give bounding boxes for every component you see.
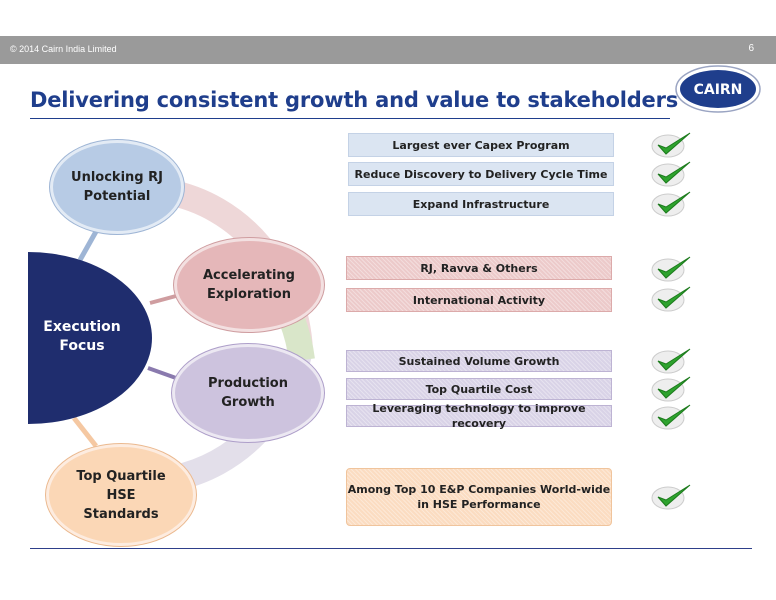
check-mark-icon (650, 189, 694, 219)
node-accel-line1: Accelerating (203, 268, 295, 283)
bar-cycle-time: Reduce Discovery to Delivery Cycle Time (348, 162, 614, 186)
bar-technology: Leveraging technology to improve recovery (346, 405, 612, 427)
check-mark-icon (650, 482, 694, 512)
check-mark-icon (650, 374, 694, 404)
node-accel-line2: Exploration (206, 287, 291, 302)
node-hse-standards (46, 444, 196, 546)
execution-line2: Focus (59, 338, 105, 354)
check-mark-icon (650, 159, 694, 189)
node-hse-line1: Top Quartile (76, 468, 166, 484)
execution-line1: Execution (43, 319, 121, 335)
check-mark-icon (650, 346, 694, 376)
bar-infrastructure: Expand Infrastructure (348, 192, 614, 216)
node-prod-line1: Production (208, 376, 288, 391)
node-production-growth (172, 344, 324, 442)
node-hse-line2: HSE (106, 487, 136, 503)
bar-rj-ravva: RJ, Ravva & Others (346, 256, 612, 280)
check-mark-icon (650, 284, 694, 314)
connector-prod (148, 368, 176, 378)
node-prod-line2: Growth (221, 395, 275, 410)
node-accelerating-exploration (174, 238, 324, 332)
check-mark-icon (650, 254, 694, 284)
node-hse-line3: Standards (83, 506, 159, 522)
page-number: 6 (748, 43, 754, 54)
bar-quartile-cost: Top Quartile Cost (346, 378, 612, 400)
logo-text: CAIRN (693, 82, 743, 98)
bar-capex: Largest ever Capex Program (348, 133, 614, 157)
node-unlocking-rj (50, 140, 184, 234)
bar-volume-growth: Sustained Volume Growth (346, 350, 612, 372)
check-mark-icon (650, 130, 694, 160)
bar-international: International Activity (346, 288, 612, 312)
bar-hse-performance (346, 468, 612, 526)
footer-divider (30, 548, 752, 549)
bar-hse-line2: in HSE Performance (417, 498, 541, 511)
connector-accel (150, 296, 176, 303)
copyright-text: © 2014 Cairn India Limited (10, 44, 117, 54)
check-mark-icon (650, 402, 694, 432)
connector-hse (74, 418, 96, 446)
execution-focus-label (42, 318, 122, 356)
node-unlock-line2: Potential (83, 189, 151, 204)
bar-hse-line1: Among Top 10 E&P Companies World-wide (347, 483, 611, 496)
connector-unlock (80, 228, 98, 260)
node-unlock-line1: Unlocking RJ (71, 170, 163, 185)
page-title: Delivering consistent growth and value to stakeholders (30, 88, 679, 112)
